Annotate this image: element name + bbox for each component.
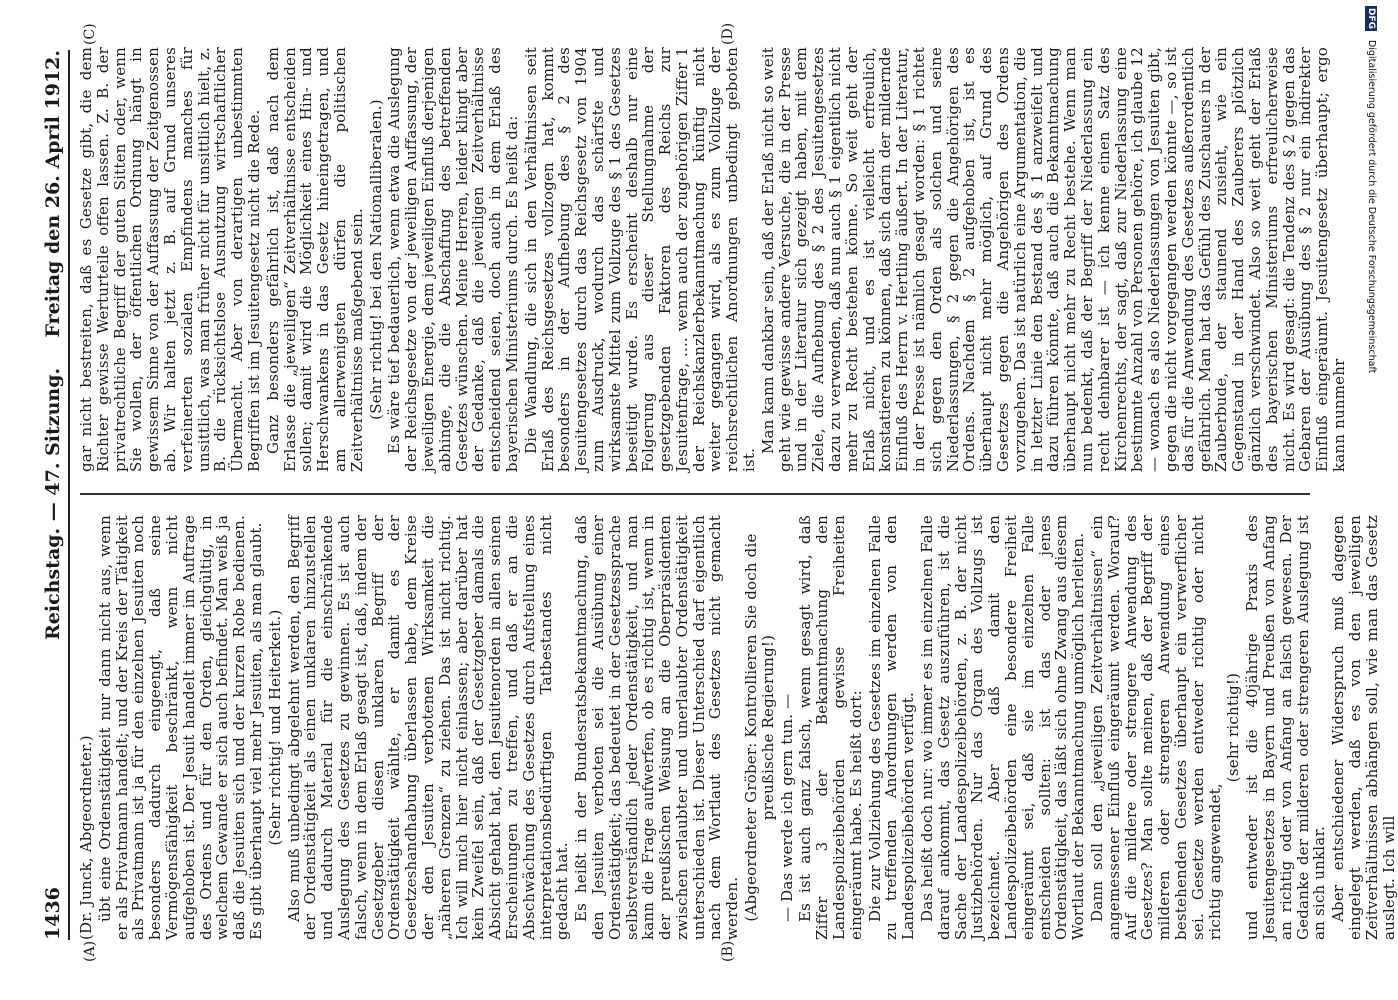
session-title: Reichstag. — 47. Sitzung. (42, 367, 64, 640)
margin-marker-d: (D) (720, 22, 736, 45)
quotation: Die zur Vollziehung des Gesetzes im einzelnen Falle zu treffenden Anordnungen werden von den Landespolizeibehörden verfügt. (865, 515, 918, 940)
dfg-logo: DFG (1366, 8, 1376, 30)
margin-marker-a: (A) (82, 940, 98, 962)
speaker-line: (Dr. Junck, Abgeordneter.) (77, 735, 95, 940)
quotation: Die Wandlung, die sich in den Verhältnissen seit Erlaß des Reichsgesetzes vollzogen hat, kommt besonders in der Aufhebung des § 2 des Jesuitengesetzes durch das Reichsgesetz von 1904 zum Ausdruck, wodurch das schärfste und wirksamste Mittel zum Vollzuge des § 1 des Gesetzes beseitigt wurde. Es erscheint deshalb nur eine Folgerung aus dieser Stellungnahme der gesetzgebenden Faktoren des Reichs zur Jesuitenfrage, .... wenn auch der zugehörigen Ziffer 1 der Reichskanzlerbekanntmachung künftig nicht weiter gegangen wird, als es zum Vollzuge der reichsrechtlichen Anordnungen unbedingt geboten ist. (521, 47, 759, 472)
paragraph: Ganz besonders gefährlich ist, daß nach dem Erlasse die „jeweiligen“ Zeitverhältnisse entscheiden sollen; damit wird die Möglichkeit eines Hin- und Herschwankens in das Gesetz hineingetragen, und am allerwenigsten dürfen die politischen Zeitverhältnisse maßgebend sein. (263, 47, 366, 472)
interjection: (Abgeordneter Gröber: Kontrollieren Sie doch die preußische Regierung!) (742, 533, 777, 922)
paragraph: Es ist auch ganz falsch, wenn gesagt wird, daß Ziffer 3 der Bekanntmachung den Landespolizeibehörden gewisse Freiheiten eingeräumt habe. Es heißt dort: (796, 515, 865, 940)
column-divider (80, 493, 1310, 495)
interjection: (Sehr richtig! bei den Nationalliberalen.) (366, 99, 385, 420)
paragraph: Es heißt in der Bundesratsbekanntmachung, daß den Jesuiten verboten sei die Ausübung einer Ordenstätigkeit; das bedeutet in der Gesetzessprache selbstverständlich jeder Ordenstätigkeit, und man kann die Frage aufwerfen, ob es richtig ist, wenn in der preußischen Weisung an die Oberpräsidenten zwischen erlaubter und unerlaubter Ordenstätigkeit unterschieden ist. Dieser Unterschied darf eigentlich nach dem Wortlaut des Gesetzes nicht gemacht werden. (572, 515, 742, 940)
margin-marker-c: (C) (82, 23, 98, 45)
paragraph: Aber entschiedener Widerspruch muß dagegen eingelegt werden, daß es von den jeweiligen Zeitverhältnissen abhängen soll, wie man das Gesetz auslegt. Ich will (1329, 515, 1398, 940)
right-text-column (77, 47, 1348, 472)
dfg-watermark (1366, 6, 1377, 373)
paragraph: übt eine Ordenstätigkeit nur dann nicht aus, wenn er als Privatmann handelt; und der Kreis der Tätigkeit als Privatmann ist ja für den einzelnen Jesuiten noch besonders dadurch eingeengt, daß seine Vermögensfähigkeit beschränkt, wenn nicht aufgehoben ist. Der Jesuit handelt immer im Auftrage des Ordens und für den Orden, gleichgültig, in welchem Gewande er sich auch befindet. Man weiß ja daß die Jesuiten sich und der kurzen Robe bedienen. Es gibt überhaupt viel mehr Jesuiten, als man glaubt. (95, 515, 265, 940)
paragraph: Dann soll den „jeweiligen Zeitverhältnissen“ ein angemessener Einfluß eingeräumt werden. Worauf? Auf die mildere oder strengere Anwendung des Gesetzes? Man sollte meinen, daß der Begriff der milderen oder strengeren Anwendung eines bestehenden Gesetzes überhaupt ein verwerflicher sei. Gesetze werden entweder richtig oder nicht richtig angewendet, (1088, 515, 1224, 940)
page-number: 1436 (42, 887, 64, 940)
paragraph: Das heißt doch nur: wo immer es im einzelnen Falle darauf ankommt, das Gesetz auszuführen, ist die Sache der Landespolizeibehörden, z. B. der nicht Justizbehörden. Nur das Organ des Vollzugs ist bezeichnet. Aber daß damit den Landespolizeibehörden eine besondere Freiheit eingeräumt sei, daß sie im einzelnen Falle entscheiden sollten: ist das oder jenes Ordenstätigkeit, das läßt sich ohne Zwang aus diesem Wortlaut der Bekanntmachung unmöglich herleiten. (918, 515, 1088, 940)
paragraph: Es wäre tief bedauerlich, wenn etwa die Auslegung der Reichsgesetze von der jeweiligen Auffassung, der jeweiligen Energie, dem jeweiligen Einfluß derjenigen abhinge, die die Abschaffung des betreffenden Gesetzes wünschen. Meine Herren, leider klingt aber der Gedanke, daß die jeweiligen Zeitverhältnisse entscheidend seien, doch auch in dem Erlaß des bayerischen Ministeriums durch. Es heißt da: (385, 47, 521, 472)
paragraph: Also muß unbedingt abgelehnt werden, den Begriff der Ordenstätigkeit als einen unklaren hinzustellen und dadurch Material für die einschränkende Auslegung des Gesetzes zu gewinnen. Es ist auch falsch, wenn in dem Erlaß gesagt ist, daß, indem der Gesetzgeber diesen unklaren Begriff der Ordenstätigkeit wählte, er damit es der Gesetzeshandhabung überlassen habe, dem Kreise der den Jesuiten verbotenen Wirksamkeit die „näheren Grenzen“ zu ziehen. Das ist nicht richtig. Ich will mich hier nicht einlassen; aber darüber hat kein Zweifel sein, daß der Gesetzgeber damals die Absicht gehabt hat, den Jesuitenorden in allen seinen Erscheinungen zu treffen, und daß er an die Abschwächung des Gesetzes durch Aufstellung eines interpretationsbedürftigen Tatbestandes nicht gedacht hat. (284, 515, 572, 940)
paragraph: und entweder ist die 40jährige Praxis des Jesuitengesetzes in Bayern und Preußen von Anfang an richtig oder von Anfang an falsch gewesen. Der Gedanke der milderen oder strengeren Auslegung ist an sich unklar. (1243, 515, 1329, 940)
paragraph: — Das werde ich gern tun. — (777, 693, 796, 922)
margin-marker-b: (B) (720, 940, 736, 962)
page-header (40, 50, 70, 940)
paragraph: Man kann dankbar sein, daß der Erlaß nicht so weit geht wie gewisse andere Versuche, die in der Presse und in der Literatur sich gezeigt haben, mit dem Ziele, die Aufhebung des § 2 des Jesuitengesetzes dazu zu verwenden, daß nun auch § 1 eigentlich nicht mehr zu Recht bestehen könne. So weit geht der Erlaß nicht, und es ist vielleicht erfreulich, konstatieren zu können, daß sich darin der mildernde Einfluß des Herrn v. Hertling äußert. In der Literatur, in der Presse ist nämlich gesagt worden: § 1 richtet sich gegen den Orden als solchen und seine Niederlassungen, § 2 gegen die Angehörigen des Ordens. Nachdem § 2 aufgehoben ist, ist es überhaupt nicht mehr möglich, auf Grund des Gesetzes gegen die Angehörigen des Ordens vorzugehen. Das ist natürlich eine Argumentation, die in letzter Linie den Bestand des § 1 anzweifelt und dazu führen könnte, daß auch die Bekanntmachung überhaupt nicht mehr zu Recht bestehe. Wenn man nun bedenkt, daß der Begriff der Niederlassung ein recht dehnbarer ist — ich kenne einen Satz des Kirchenrechts, der sagt, daß zur Niederlassung eine bestimmte Anzahl von Personen gehöre, ich glaube 12 — wonach es also Niederlassungen von Jesuiten gibt, gegen die nicht vorgegangen werden könnte —, so ist das für die Anwendung des Gesetzes außerordentlich gefährlich. Man hat das Gefühl des Zuschauers in der Zauberbude, der staunend zusieht, wie ein Gegenstand in der Hand des Zauberers plötzlich gänzlich verschwindet. Also so weit geht der Erlaß des bayerischen Ministeriums erfreulicherweise nicht. Es wird gesagt: die Tendenz des § 2 gegen das Gebaren der Ausübung des § 2 nur ein indirekter Einfluß eingeräumt. Jesuitengesetz überhaupt; ergo kann nunmehr (758, 47, 1348, 472)
session-date: Freitag den 26. April 1912. (42, 50, 64, 338)
dfg-credit-text: Digitalisierung gefördert durch die Deutsche Forschungsgemeinschaft (1366, 40, 1377, 374)
interjection: (Sehr richtig! und Heiterkeit.) (265, 609, 284, 846)
interjection: (sehr richtig!) (1224, 672, 1243, 783)
paragraph: gar nicht bestreiten, daß es Gesetze gibt, die dem Richter gewisse Werturteile offen lassen. Z. B. der privatrechtliche Begriff der guten Sitten oder, wenn Sie wollen, der öffentlichen Ordnung hängt in gewissem Sinne von der Auffassung der Zeitgenossen ab. Wir halten jetzt z. B. auf Grund unseres verfeinerten sozialen Empfindens manches für unsittlich, was man früher nicht für unsittlich hielt, z. B. die rücksichtslose Ausnutzung wirtschaftlicher Übermacht. Aber von derartigen unbestimmten Begriffen ist im Jesuitengesetz nicht die Rede. (77, 47, 263, 472)
left-text-column (77, 515, 1398, 940)
